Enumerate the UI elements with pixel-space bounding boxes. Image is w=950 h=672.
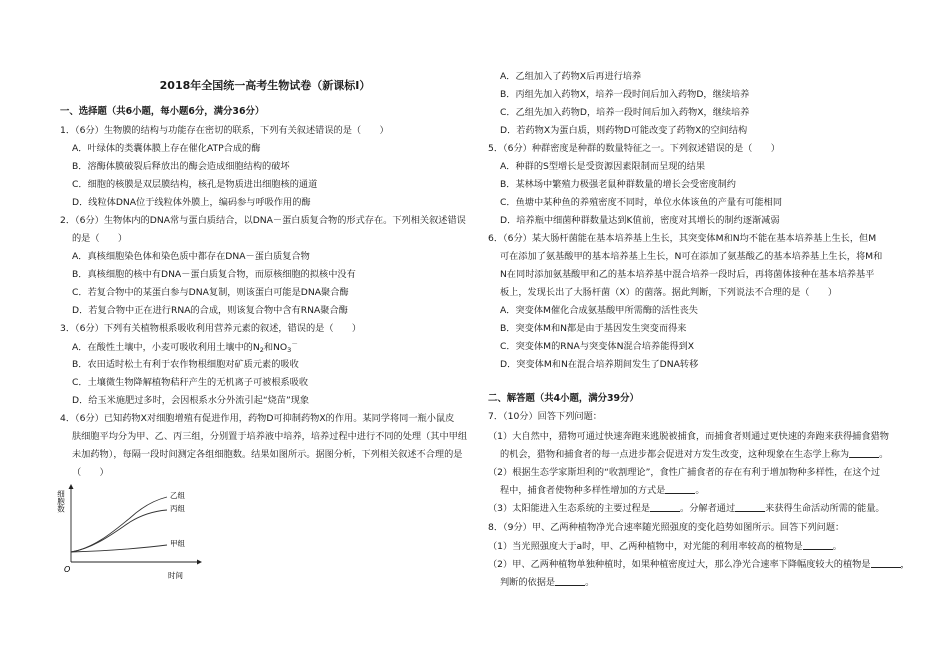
q7-part3-text-a: （3）太阳能进入生态系统的主要过程是 (488, 503, 651, 514)
q3-option-a-sub2: 3 (287, 346, 292, 355)
q6-stem-line4: 板上，发现长出了大肠杆菌（X）的菌落。据此判断，下列说法不合理的是（ ） (500, 287, 838, 298)
q1-stem: 1．（6分）生物膜的结构与功能存在密切的联系，下列有关叙述错误的是（ ） (60, 125, 389, 136)
q8-stem: 8．（9分）甲、乙两种植物净光合速率随光照强度的变化趋势如图所示。回答下列问题： (488, 522, 845, 533)
q8-part1-end: 。 (832, 541, 842, 552)
q8-part2-answer-blank-1[interactable] (871, 558, 901, 568)
q5-stem: 5．（6分）种群密度是种群的数量特征之一。下列叙述错误的是（ ） (488, 143, 780, 154)
q7-part2-line1: （2）根据生态学家斯坦利的“收割理论”，食性广捕食者的存在有利于增加物种多样性，在这个过 (488, 467, 881, 478)
q2-option-a: A．真核细胞染色体和染色质中都存在DNA－蛋白质复合物 (72, 251, 310, 262)
q8-part1-text: （1）当光照强度大于a时，甲、乙两种植物中，对光能的利用率较高的植物是 (488, 541, 803, 552)
q6-option-b: B．突变体M和N都是由于基因发生突变而得来 (500, 323, 687, 334)
q4-option-c: C．乙组先加入药物D，培养一段时间后加入药物X，继续培养 (500, 107, 750, 118)
curve-bing (71, 510, 167, 552)
q6-option-a: A．突变体M催化合成氨基酸甲所需酶的活性丧失 (500, 305, 698, 316)
q7-part3-answer-blank-2[interactable] (735, 502, 765, 512)
q1-option-d: D．线粒体DNA位于线粒体外膜上，编码参与呼吸作用的酶 (72, 197, 311, 208)
q8-part1 (488, 540, 842, 554)
x-axis-label: 时间 (168, 571, 183, 580)
q4-growth-chart (55, 482, 205, 582)
curve-yi (71, 497, 167, 552)
q3-option-c: C．土壤微生物降解植物秸秆产生的无机离子可被根系吸收 (72, 377, 309, 388)
q7-part2-line2 (500, 484, 705, 498)
section2-heading: 二、解答题（共4小题，满分39分） (488, 393, 639, 404)
q4-stem-line4: （ ） (72, 467, 109, 478)
q3-option-b: B．农田适时松土有利于农作物根细胞对矿质元素的吸收 (72, 359, 299, 370)
q2-option-c: C．若复合物中的某蛋白参与DNA复制，则该蛋白可能是DNA聚合酶 (72, 287, 349, 298)
q8-part2-reason-end: 。 (585, 577, 595, 588)
q7-part1-answer-blank[interactable] (849, 448, 879, 458)
q1-option-c: C．细胞的核膜是双层膜结构，核孔是物质进出细胞核的通道 (72, 179, 318, 190)
q3-option-a-sup: － (291, 340, 298, 348)
series-label-jia: 甲组 (170, 539, 185, 548)
q2-option-d: D．若复合物中正在进行RNA的合成，则该复合物中含有RNA聚合酶 (72, 305, 348, 316)
y-axis-arrow (69, 484, 74, 489)
q7-part3 (488, 502, 885, 516)
q4-option-b: B．丙组先加入药物X，培养一段时间后加入药物D，继续培养 (500, 89, 750, 100)
q7-part2-text: 程中，捕食者使物种多样性增加的方式是 (500, 485, 666, 496)
q7-stem: 7．（10分）回答下列问题： (488, 411, 602, 422)
q1-option-b: B．溶酶体膜破裂后释放出的酶会造成细胞结构的破坏 (72, 161, 290, 172)
q7-part3-answer-blank-1[interactable] (650, 502, 680, 512)
q6-stem-line3: N在同时添加氨基酸甲和乙的基本培养基中混合培养一段时后，再将菌体接种在基本培养基平 (500, 269, 875, 280)
q6-option-d: D．突变体M和N在混合培养期间发生了DNA转移 (500, 359, 699, 370)
q2-option-b: B．真核细胞的核中有DNA－蛋白质复合物，而原核细胞的拟核中没有 (72, 269, 356, 280)
q8-part2-end: ， (900, 559, 910, 570)
q2-stem-line1: 2．（6分）生物体内的DNA常与蛋白质结合，以DNA－蛋白质复合物的形式存在。下列相关叙述错误 (60, 215, 466, 226)
q5-option-a: A．种群的S型增长是受资源因素限制而呈现的结果 (500, 161, 706, 172)
q7-part1-text: 的机会，猎物和捕食者的每一点进步都会促进对方发生改变，这种现象在生态学上称为 (500, 449, 850, 460)
q8-part1-answer-blank[interactable] (803, 540, 833, 550)
q7-part1-end: 。 (879, 449, 889, 460)
q2-stem-line2: 的是（ ） (72, 233, 128, 244)
q3-option-d: D．给玉米施肥过多时，会因根系水分外流引起“烧苗”现象 (72, 395, 310, 406)
q5-option-d: D．培养瓶中细菌种群数量达到K值前，密度对其增长的制约逐渐减弱 (500, 215, 780, 226)
q7-part3-text-b: 。分解者通过 (680, 503, 736, 514)
q4-stem-line3: 未加药物），每隔一段时间测定各组细胞数。结果如图所示。据图分析，下列相关叙述不合理的是 (72, 449, 463, 460)
q6-stem-line1: 6．（6分）某大肠杆菌能在基本培养基上生长，其突变体M和N均不能在基本培养基上生长，但M (488, 233, 877, 244)
series-label-bing: 丙组 (170, 504, 185, 513)
q3-option-a (72, 340, 298, 355)
q3-stem: 3．（6分）下列有关植物根系吸收利用营养元素的叙述，错误的是（ ） (60, 323, 362, 334)
q7-part1-line1: （1）大自然中，猎物可通过快速奔跑来逃脱被捕食，而捕食者则通过更快速的奔跑来获得捕食猎物 (488, 431, 889, 442)
q8-part2-reason-text: 判断的依据是 (500, 577, 556, 588)
q8-part2-answer-blank-2[interactable] (555, 576, 585, 586)
q6-stem-line2: 可在添加了氨基酸甲的基本培养基上生长，N可在添加了氨基酸乙的基本培养基上生长，将M和 (500, 251, 883, 262)
origin-label: O (64, 565, 71, 574)
x-axis-arrow (197, 560, 202, 565)
q8-part2-line2 (500, 576, 594, 590)
q3-option-a-text: A．在酸性土壤中，小麦可吸收利用土壤中的N (72, 342, 260, 354)
q4-stem-line1: 4．（6分）已知药物X对细胞增殖有促进作用，药物D可抑制药物X的作用。某同学将同一瓶小鼠皮 (60, 413, 455, 424)
q5-option-c: C．鱼塘中某种鱼的养殖密度不同时，单位水体该鱼的产量有可能相同 (500, 197, 783, 208)
y-axis-label: 细胞数 (56, 490, 66, 513)
q6-option-c: C．突变体M的RNA与突变体N混合培养能得到X (500, 341, 695, 352)
q8-part2-line1 (488, 558, 910, 572)
page-title: 2018年全国统一高考生物试卷（新课标Ⅰ） (159, 79, 371, 92)
q7-part3-text-c: 来获得生命活动所需的能量。 (765, 503, 885, 514)
section1-heading: 一、选择题（共6小题，每小题6分，满分36分） (60, 106, 265, 117)
q4-stem-line2: 肤细胞平均分为甲、乙、丙三组，分别置于培养液中培养，培养过程中进行不同的处理（其中甲组 (72, 431, 468, 442)
q3-option-a-mid: 和NO (263, 342, 288, 354)
q5-option-b: B．某林场中繁殖力极强老鼠种群数量的增长会受密度制约 (500, 179, 736, 190)
q4-option-a: A．乙组加入了药物X后再进行培养 (500, 71, 642, 82)
series-label-yi: 乙组 (170, 491, 185, 500)
q7-part2-answer-blank[interactable] (665, 484, 695, 494)
q7-part2-end: 。 (695, 485, 705, 496)
q7-part1-line2 (500, 448, 888, 462)
q1-option-a: A．叶绿体的类囊体膜上存在催化ATP合成的酶 (72, 143, 261, 154)
q8-part2-text: （2）甲、乙两种植物单独种植时，如果种植密度过大，那么净光合速率下降幅度较大的植物是 (488, 559, 871, 570)
q3-option-a-sub1: 2 (259, 346, 264, 355)
q4-option-d: D．若药物X为蛋白质，则药物D可能改变了药物X的空间结构 (500, 125, 748, 136)
